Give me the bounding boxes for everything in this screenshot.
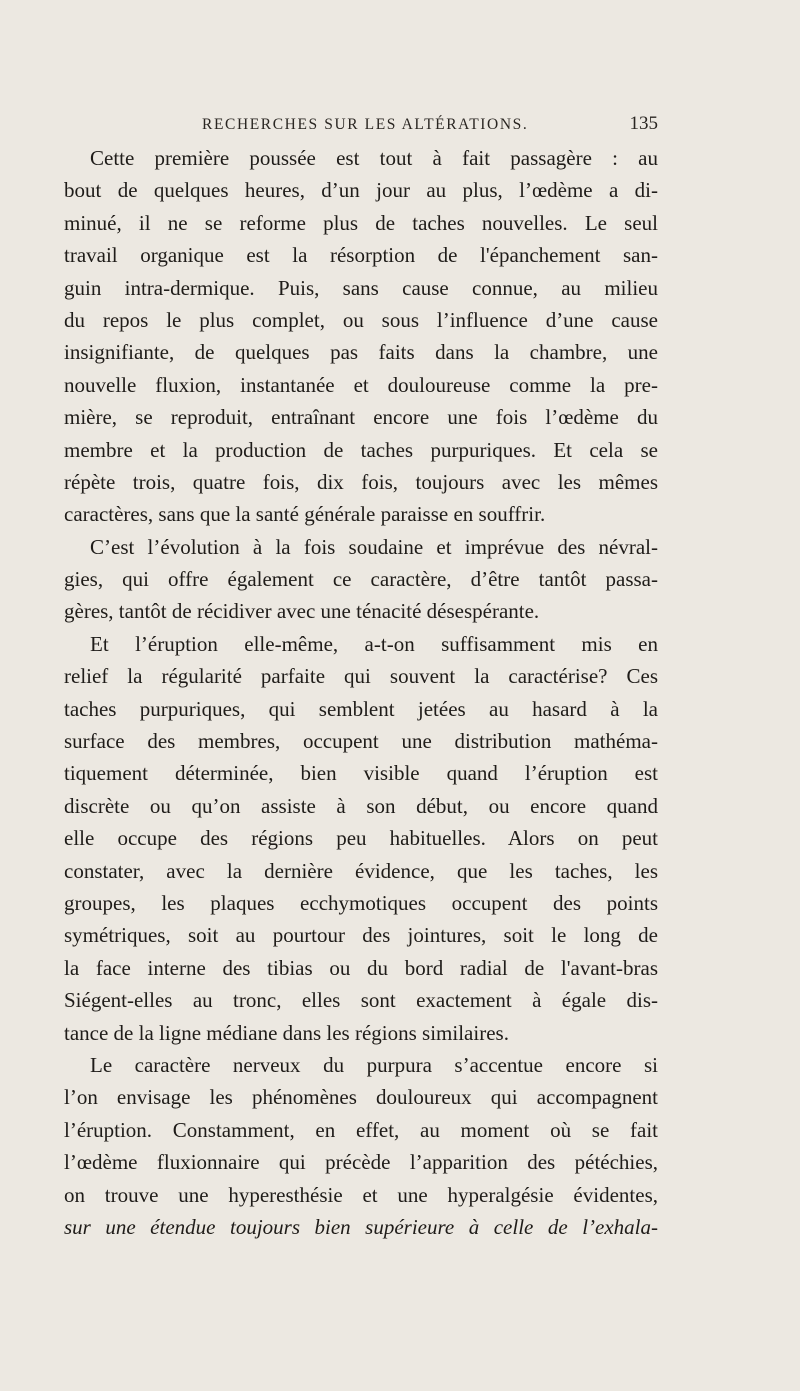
- text-line: caractères, sans que la santé générale paraisse en souffrir.: [64, 502, 546, 527]
- running-head: RECHERCHES SUR LES ALTÉRATIONS.: [202, 116, 529, 133]
- text-line: Et l’éruption elle-même, a-t-on suffisamment mis en: [90, 631, 658, 656]
- text-line: tiquement déterminée, bien visible quand l’éruption est: [64, 761, 658, 786]
- text-line: sur une étendue toujours bien supérieure à celle de l’exhala-: [64, 1214, 658, 1239]
- text-line: bout de quelques heures, d’un jour au plus, l’œdème a di-: [64, 178, 658, 203]
- text-line: l’on envisage les phénomènes douloureux qui accompagnent: [64, 1085, 658, 1110]
- text-line: répète trois, quatre fois, dix fois, toujours avec les mêmes: [64, 469, 658, 494]
- text-line: Le caractère nerveux du purpura s’accentue encore si: [90, 1052, 658, 1077]
- text-line: C’est l’évolution à la fois soudaine et imprévue des névral-: [90, 534, 658, 559]
- text-line: constater, avec la dernière évidence, que les taches, les: [64, 858, 658, 883]
- text-line: guin intra-dermique. Puis, sans cause connue, au milieu: [64, 275, 658, 300]
- text-line: relief la régularité parfaite qui souvent la caractérise? Ces: [64, 664, 658, 689]
- text-line: gies, qui offre également ce caractère, d’être tantôt passa-: [64, 567, 658, 592]
- text-line: tance de la ligne médiane dans les régions similaires.: [64, 1020, 509, 1045]
- text-line: mière, se reproduit, entraînant encore une fois l’œdème du: [64, 405, 658, 430]
- body-text: [64, 142, 658, 1243]
- text-line: groupes, les plaques ecchymotiques occupent des points: [64, 890, 658, 915]
- text-line: l’œdème fluxionnaire qui précède l’apparition des pétéchies,: [64, 1150, 658, 1175]
- text-line: gères, tantôt de récidiver avec une ténacité désespérante.: [64, 599, 540, 624]
- text-line: taches purpuriques, qui semblent jetées au hasard à la: [64, 696, 658, 721]
- text-line: l’éruption. Constamment, en effet, au moment où se fait: [64, 1117, 658, 1142]
- text-line: Cette première poussée est tout à fait passagère : au: [90, 146, 658, 170]
- page-number: 135: [629, 113, 658, 134]
- text-line: discrète ou qu’on assiste à son début, ou encore quand: [64, 793, 658, 818]
- text-line: travail organique est la résorption de l'épanchement san-: [64, 243, 658, 268]
- text-line: elle occupe des régions peu habituelles. Alors on peut: [64, 826, 658, 851]
- text-line: minué, il ne se reforme plus de taches nouvelles. Le seul: [64, 210, 658, 235]
- text-line: insignifiante, de quelques pas faits dans la chambre, une: [64, 340, 658, 365]
- text-line: du repos le plus complet, ou sous l’influence d’une cause: [64, 307, 658, 332]
- text-line: surface des membres, occupent une distribution mathéma-: [64, 729, 658, 754]
- text-line: on trouve une hyperesthésie et une hyperalgésie évidentes,: [64, 1182, 658, 1207]
- text-line: nouvelle fluxion, instantanée et douloureuse comme la pre-: [64, 372, 658, 397]
- text-line: Siégent-elles au tronc, elles sont exactement à égale dis-: [64, 988, 658, 1013]
- text-line: symétriques, soit au pourtour des jointures, soit le long de: [64, 923, 658, 948]
- text-line: membre et la production de taches purpuriques. Et cela se: [64, 437, 658, 462]
- text-line: la face interne des tibias ou du bord radial de l'avant-bras: [64, 955, 658, 980]
